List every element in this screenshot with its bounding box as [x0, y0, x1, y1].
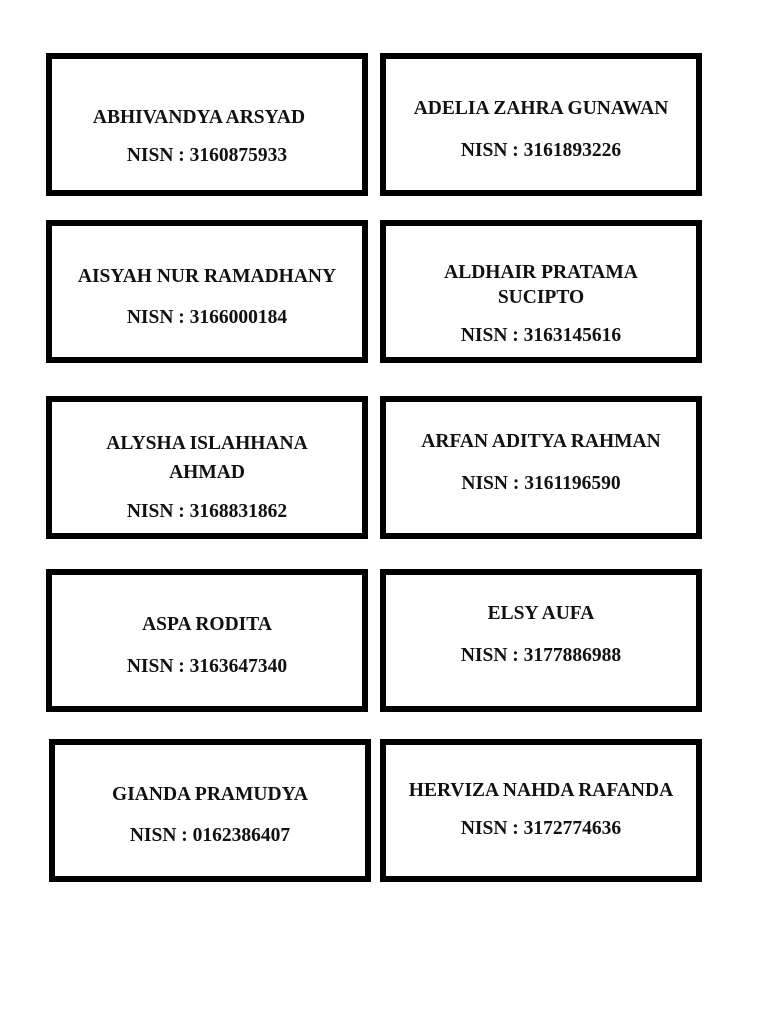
name-card-10 — [380, 739, 702, 882]
student-name: ARFAN ADITYA RAHMAN — [421, 431, 661, 452]
student-nisn — [386, 138, 696, 163]
nisn-label: NISN : — [461, 473, 520, 494]
name-card-2 — [380, 53, 702, 196]
nisn-label: NISN : — [129, 825, 188, 846]
student-nisn — [52, 499, 362, 524]
student-nisn — [55, 823, 365, 848]
name-card-6 — [380, 396, 702, 539]
student-name: HERVIZA NAHDA RAFANDA — [408, 780, 674, 801]
student-nisn — [52, 305, 362, 330]
nisn-value: 3177886988 — [523, 645, 622, 666]
nisn-label: NISN : — [126, 145, 185, 166]
student-nisn — [386, 471, 696, 496]
student-name: ALDHAIR PRATAMA SUCIPTO — [444, 262, 638, 308]
nisn-value: 3163145616 — [523, 325, 622, 346]
nisn-label: NISN : — [460, 645, 519, 666]
student-name: AISYAH NUR RAMADHANY — [77, 266, 337, 287]
student-nisn — [386, 643, 696, 668]
student-nisn — [52, 143, 362, 168]
nisn-label: NISN : — [460, 140, 519, 161]
nisn-value: 3161893226 — [523, 140, 622, 161]
nisn-label: NISN : — [126, 501, 185, 522]
name-card-4 — [380, 220, 702, 363]
student-nisn — [386, 816, 696, 841]
nisn-value: 3161196590 — [524, 473, 621, 494]
student-name: ADELIA ZAHRA GUNAWAN — [413, 98, 669, 119]
nisn-value: 3168831862 — [189, 501, 288, 522]
student-name: ABHIVANDYA ARSYAD — [92, 107, 306, 128]
nisn-label: NISN : — [126, 307, 185, 328]
nisn-value: 3160875933 — [189, 145, 288, 166]
name-card-9 — [49, 739, 371, 882]
student-name: GIANDA PRAMUDYA — [112, 784, 308, 805]
name-card-3 — [46, 220, 368, 363]
name-card-8 — [380, 569, 702, 712]
student-nisn — [52, 654, 362, 679]
nisn-value: 3166000184 — [189, 307, 288, 328]
student-name: ALYSHA ISLAHHANA AHMAD — [106, 433, 308, 483]
name-card-1 — [46, 53, 368, 196]
nisn-value: 3163647340 — [189, 656, 288, 677]
student-name: ELSY AUFA — [487, 603, 595, 624]
student-nisn — [386, 323, 696, 348]
nisn-value: 3172774636 — [523, 818, 622, 839]
nisn-label: NISN : — [460, 818, 519, 839]
nisn-label: NISN : — [126, 656, 185, 677]
name-card-7 — [46, 569, 368, 712]
nisn-value: 0162386407 — [192, 825, 291, 846]
nisn-label: NISN : — [460, 325, 519, 346]
student-name: ASPA RODITA — [142, 614, 272, 635]
name-card-5 — [46, 396, 368, 539]
